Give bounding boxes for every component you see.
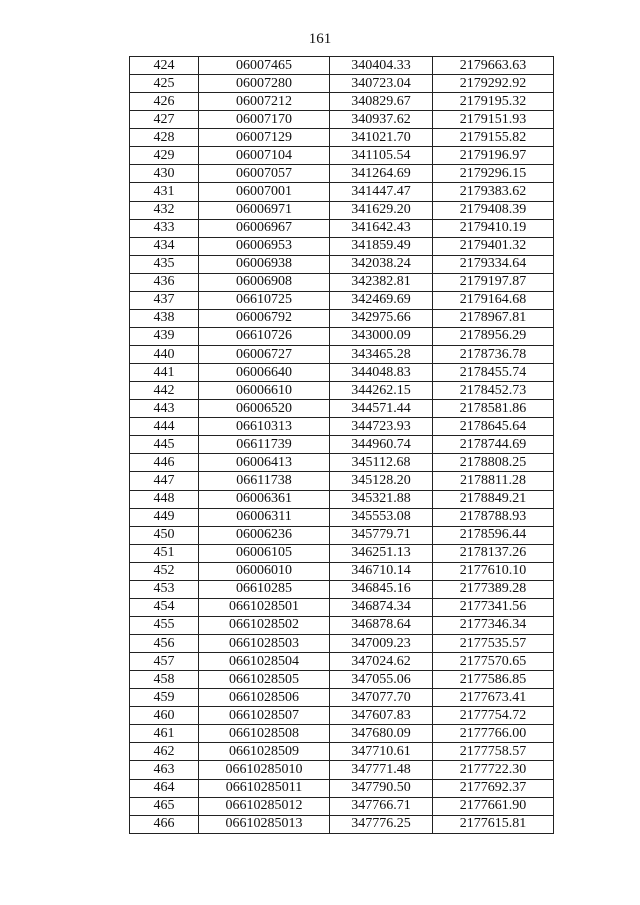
table-row (130, 129, 554, 147)
x-coordinate-cell: 345321.88 (330, 490, 433, 508)
x-coordinate-cell: 341447.47 (330, 183, 433, 201)
point-code-cell: 06006967 (199, 219, 330, 237)
table-row (130, 761, 554, 779)
table-row (130, 57, 554, 75)
table-row (130, 93, 554, 111)
row-index-cell: 430 (130, 165, 199, 183)
y-coordinate-cell: 2177341.56 (433, 598, 554, 616)
row-index-cell: 424 (130, 57, 199, 75)
table-row (130, 472, 554, 490)
row-index-cell: 458 (130, 671, 199, 689)
table-row (130, 707, 554, 725)
y-coordinate-cell: 2179155.82 (433, 129, 554, 147)
table-row (130, 526, 554, 544)
x-coordinate-cell: 347009.23 (330, 635, 433, 653)
x-coordinate-cell: 346710.14 (330, 562, 433, 580)
table-row (130, 815, 554, 833)
x-coordinate-cell: 341859.49 (330, 237, 433, 255)
point-code-cell: 0661028504 (199, 653, 330, 671)
row-index-cell: 427 (130, 111, 199, 129)
row-index-cell: 455 (130, 616, 199, 634)
x-coordinate-cell: 340937.62 (330, 111, 433, 129)
table-row (130, 346, 554, 364)
point-code-cell: 06007129 (199, 129, 330, 147)
y-coordinate-cell: 2179296.15 (433, 165, 554, 183)
y-coordinate-cell: 2178581.86 (433, 400, 554, 418)
y-coordinate-cell: 2179410.19 (433, 219, 554, 237)
y-coordinate-cell: 2177610.10 (433, 562, 554, 580)
x-coordinate-cell: 347771.48 (330, 761, 433, 779)
point-code-cell: 06610285010 (199, 761, 330, 779)
table-row (130, 490, 554, 508)
table-row (130, 237, 554, 255)
y-coordinate-cell: 2179408.39 (433, 201, 554, 219)
y-coordinate-cell: 2177389.28 (433, 580, 554, 598)
row-index-cell: 447 (130, 472, 199, 490)
row-index-cell: 432 (130, 201, 199, 219)
y-coordinate-cell: 2177570.65 (433, 653, 554, 671)
row-index-cell: 460 (130, 707, 199, 725)
table-row (130, 382, 554, 400)
x-coordinate-cell: 344262.15 (330, 382, 433, 400)
row-index-cell: 463 (130, 761, 199, 779)
row-index-cell: 461 (130, 725, 199, 743)
table-row (130, 689, 554, 707)
page-number: 161 (308, 31, 332, 47)
row-index-cell: 440 (130, 346, 199, 364)
table-row (130, 309, 554, 327)
y-coordinate-cell: 2177722.30 (433, 761, 554, 779)
x-coordinate-cell: 347680.09 (330, 725, 433, 743)
row-index-cell: 459 (130, 689, 199, 707)
point-code-cell: 06006520 (199, 400, 330, 418)
x-coordinate-cell: 341642.43 (330, 219, 433, 237)
y-coordinate-cell: 2179401.32 (433, 237, 554, 255)
point-code-cell: 06006908 (199, 273, 330, 291)
table-row (130, 508, 554, 526)
table-row (130, 201, 554, 219)
y-coordinate-cell: 2179151.93 (433, 111, 554, 129)
point-code-cell: 06007465 (199, 57, 330, 75)
table-row (130, 291, 554, 309)
x-coordinate-cell: 345128.20 (330, 472, 433, 490)
table-row (130, 635, 554, 653)
point-code-cell: 06006938 (199, 255, 330, 273)
x-coordinate-cell: 340829.67 (330, 93, 433, 111)
x-coordinate-cell: 346874.34 (330, 598, 433, 616)
x-coordinate-cell: 341629.20 (330, 201, 433, 219)
row-index-cell: 442 (130, 382, 199, 400)
table-row (130, 436, 554, 454)
point-code-cell: 06006610 (199, 382, 330, 400)
x-coordinate-cell: 345779.71 (330, 526, 433, 544)
table-row (130, 797, 554, 815)
x-coordinate-cell: 347055.06 (330, 671, 433, 689)
table-row (130, 562, 554, 580)
y-coordinate-cell: 2177346.34 (433, 616, 554, 634)
row-index-cell: 426 (130, 93, 199, 111)
point-code-cell: 06007001 (199, 183, 330, 201)
coordinates-table (129, 56, 554, 834)
table-row (130, 725, 554, 743)
table-row (130, 183, 554, 201)
x-coordinate-cell: 347710.61 (330, 743, 433, 761)
point-code-cell: 06006413 (199, 454, 330, 472)
point-code-cell: 0661028507 (199, 707, 330, 725)
table-row (130, 273, 554, 291)
table-row (130, 327, 554, 345)
point-code-cell: 06006311 (199, 508, 330, 526)
table-row (130, 580, 554, 598)
row-index-cell: 454 (130, 598, 199, 616)
point-code-cell: 06610285012 (199, 797, 330, 815)
x-coordinate-cell: 343465.28 (330, 346, 433, 364)
x-coordinate-cell: 341105.54 (330, 147, 433, 165)
table-row (130, 255, 554, 273)
row-index-cell: 437 (130, 291, 199, 309)
point-code-cell: 06007104 (199, 147, 330, 165)
x-coordinate-cell: 346251.13 (330, 544, 433, 562)
point-code-cell: 06006727 (199, 346, 330, 364)
row-index-cell: 451 (130, 544, 199, 562)
row-index-cell: 434 (130, 237, 199, 255)
y-coordinate-cell: 2177615.81 (433, 815, 554, 833)
y-coordinate-cell: 2177661.90 (433, 797, 554, 815)
point-code-cell: 0661028502 (199, 616, 330, 634)
y-coordinate-cell: 2178137.26 (433, 544, 554, 562)
point-code-cell: 0661028508 (199, 725, 330, 743)
x-coordinate-cell: 344723.93 (330, 418, 433, 436)
row-index-cell: 457 (130, 653, 199, 671)
point-code-cell: 06610726 (199, 327, 330, 345)
table-row (130, 544, 554, 562)
table-row (130, 219, 554, 237)
row-index-cell: 465 (130, 797, 199, 815)
y-coordinate-cell: 2178808.25 (433, 454, 554, 472)
row-index-cell: 466 (130, 815, 199, 833)
point-code-cell: 06610285 (199, 580, 330, 598)
point-code-cell: 06006953 (199, 237, 330, 255)
row-index-cell: 443 (130, 400, 199, 418)
row-index-cell: 441 (130, 364, 199, 382)
point-code-cell: 06610285013 (199, 815, 330, 833)
row-index-cell: 444 (130, 418, 199, 436)
x-coordinate-cell: 341021.70 (330, 129, 433, 147)
row-index-cell: 436 (130, 273, 199, 291)
point-code-cell: 06006792 (199, 309, 330, 327)
point-code-cell: 06611738 (199, 472, 330, 490)
row-index-cell: 452 (130, 562, 199, 580)
y-coordinate-cell: 2178645.64 (433, 418, 554, 436)
table-row (130, 779, 554, 797)
table-row (130, 400, 554, 418)
x-coordinate-cell: 346878.64 (330, 616, 433, 634)
row-index-cell: 445 (130, 436, 199, 454)
point-code-cell: 06006971 (199, 201, 330, 219)
x-coordinate-cell: 340723.04 (330, 75, 433, 93)
table-row (130, 75, 554, 93)
point-code-cell: 06007212 (199, 93, 330, 111)
point-code-cell: 06007280 (199, 75, 330, 93)
point-code-cell: 0661028503 (199, 635, 330, 653)
row-index-cell: 449 (130, 508, 199, 526)
table-row (130, 364, 554, 382)
table-row (130, 653, 554, 671)
y-coordinate-cell: 2177673.41 (433, 689, 554, 707)
row-index-cell: 428 (130, 129, 199, 147)
x-coordinate-cell: 347790.50 (330, 779, 433, 797)
y-coordinate-cell: 2179292.92 (433, 75, 554, 93)
y-coordinate-cell: 2177692.37 (433, 779, 554, 797)
row-index-cell: 425 (130, 75, 199, 93)
y-coordinate-cell: 2179164.68 (433, 291, 554, 309)
y-coordinate-cell: 2177586.85 (433, 671, 554, 689)
y-coordinate-cell: 2177758.57 (433, 743, 554, 761)
row-index-cell: 433 (130, 219, 199, 237)
x-coordinate-cell: 345112.68 (330, 454, 433, 472)
y-coordinate-cell: 2179334.64 (433, 255, 554, 273)
y-coordinate-cell: 2178811.28 (433, 472, 554, 490)
row-index-cell: 446 (130, 454, 199, 472)
point-code-cell: 06610285011 (199, 779, 330, 797)
table-row (130, 598, 554, 616)
point-code-cell: 06610725 (199, 291, 330, 309)
table-row (130, 454, 554, 472)
row-index-cell: 453 (130, 580, 199, 598)
table-row (130, 743, 554, 761)
point-code-cell: 0661028509 (199, 743, 330, 761)
x-coordinate-cell: 344571.44 (330, 400, 433, 418)
y-coordinate-cell: 2178452.73 (433, 382, 554, 400)
y-coordinate-cell: 2178596.44 (433, 526, 554, 544)
x-coordinate-cell: 341264.69 (330, 165, 433, 183)
point-code-cell: 06007057 (199, 165, 330, 183)
point-code-cell: 06007170 (199, 111, 330, 129)
y-coordinate-cell: 2178744.69 (433, 436, 554, 454)
point-code-cell: 06006361 (199, 490, 330, 508)
x-coordinate-cell: 347766.71 (330, 797, 433, 815)
x-coordinate-cell: 342382.81 (330, 273, 433, 291)
point-code-cell: 06006010 (199, 562, 330, 580)
x-coordinate-cell: 344048.83 (330, 364, 433, 382)
y-coordinate-cell: 2177535.57 (433, 635, 554, 653)
x-coordinate-cell: 342038.24 (330, 255, 433, 273)
y-coordinate-cell: 2179196.97 (433, 147, 554, 165)
row-index-cell: 439 (130, 327, 199, 345)
table-row (130, 616, 554, 634)
x-coordinate-cell: 344960.74 (330, 436, 433, 454)
row-index-cell: 429 (130, 147, 199, 165)
point-code-cell: 06006236 (199, 526, 330, 544)
x-coordinate-cell: 347077.70 (330, 689, 433, 707)
point-code-cell: 06610313 (199, 418, 330, 436)
x-coordinate-cell: 340404.33 (330, 57, 433, 75)
point-code-cell: 0661028506 (199, 689, 330, 707)
x-coordinate-cell: 347776.25 (330, 815, 433, 833)
y-coordinate-cell: 2178736.78 (433, 346, 554, 364)
y-coordinate-cell: 2177766.00 (433, 725, 554, 743)
y-coordinate-cell: 2177754.72 (433, 707, 554, 725)
x-coordinate-cell: 342469.69 (330, 291, 433, 309)
x-coordinate-cell: 347024.62 (330, 653, 433, 671)
y-coordinate-cell: 2178967.81 (433, 309, 554, 327)
table-row (130, 418, 554, 436)
row-index-cell: 438 (130, 309, 199, 327)
row-index-cell: 462 (130, 743, 199, 761)
y-coordinate-cell: 2179197.87 (433, 273, 554, 291)
point-code-cell: 06006640 (199, 364, 330, 382)
table-row (130, 111, 554, 129)
y-coordinate-cell: 2178788.93 (433, 508, 554, 526)
row-index-cell: 431 (130, 183, 199, 201)
x-coordinate-cell: 345553.08 (330, 508, 433, 526)
table-row (130, 147, 554, 165)
x-coordinate-cell: 343000.09 (330, 327, 433, 345)
y-coordinate-cell: 2179195.32 (433, 93, 554, 111)
y-coordinate-cell: 2178849.21 (433, 490, 554, 508)
y-coordinate-cell: 2179663.63 (433, 57, 554, 75)
table-row (130, 671, 554, 689)
y-coordinate-cell: 2178455.74 (433, 364, 554, 382)
row-index-cell: 450 (130, 526, 199, 544)
x-coordinate-cell: 346845.16 (330, 580, 433, 598)
row-index-cell: 435 (130, 255, 199, 273)
row-index-cell: 448 (130, 490, 199, 508)
row-index-cell: 456 (130, 635, 199, 653)
x-coordinate-cell: 342975.66 (330, 309, 433, 327)
x-coordinate-cell: 347607.83 (330, 707, 433, 725)
point-code-cell: 0661028505 (199, 671, 330, 689)
table-row (130, 165, 554, 183)
row-index-cell: 464 (130, 779, 199, 797)
point-code-cell: 06611739 (199, 436, 330, 454)
y-coordinate-cell: 2178956.29 (433, 327, 554, 345)
point-code-cell: 0661028501 (199, 598, 330, 616)
y-coordinate-cell: 2179383.62 (433, 183, 554, 201)
point-code-cell: 06006105 (199, 544, 330, 562)
